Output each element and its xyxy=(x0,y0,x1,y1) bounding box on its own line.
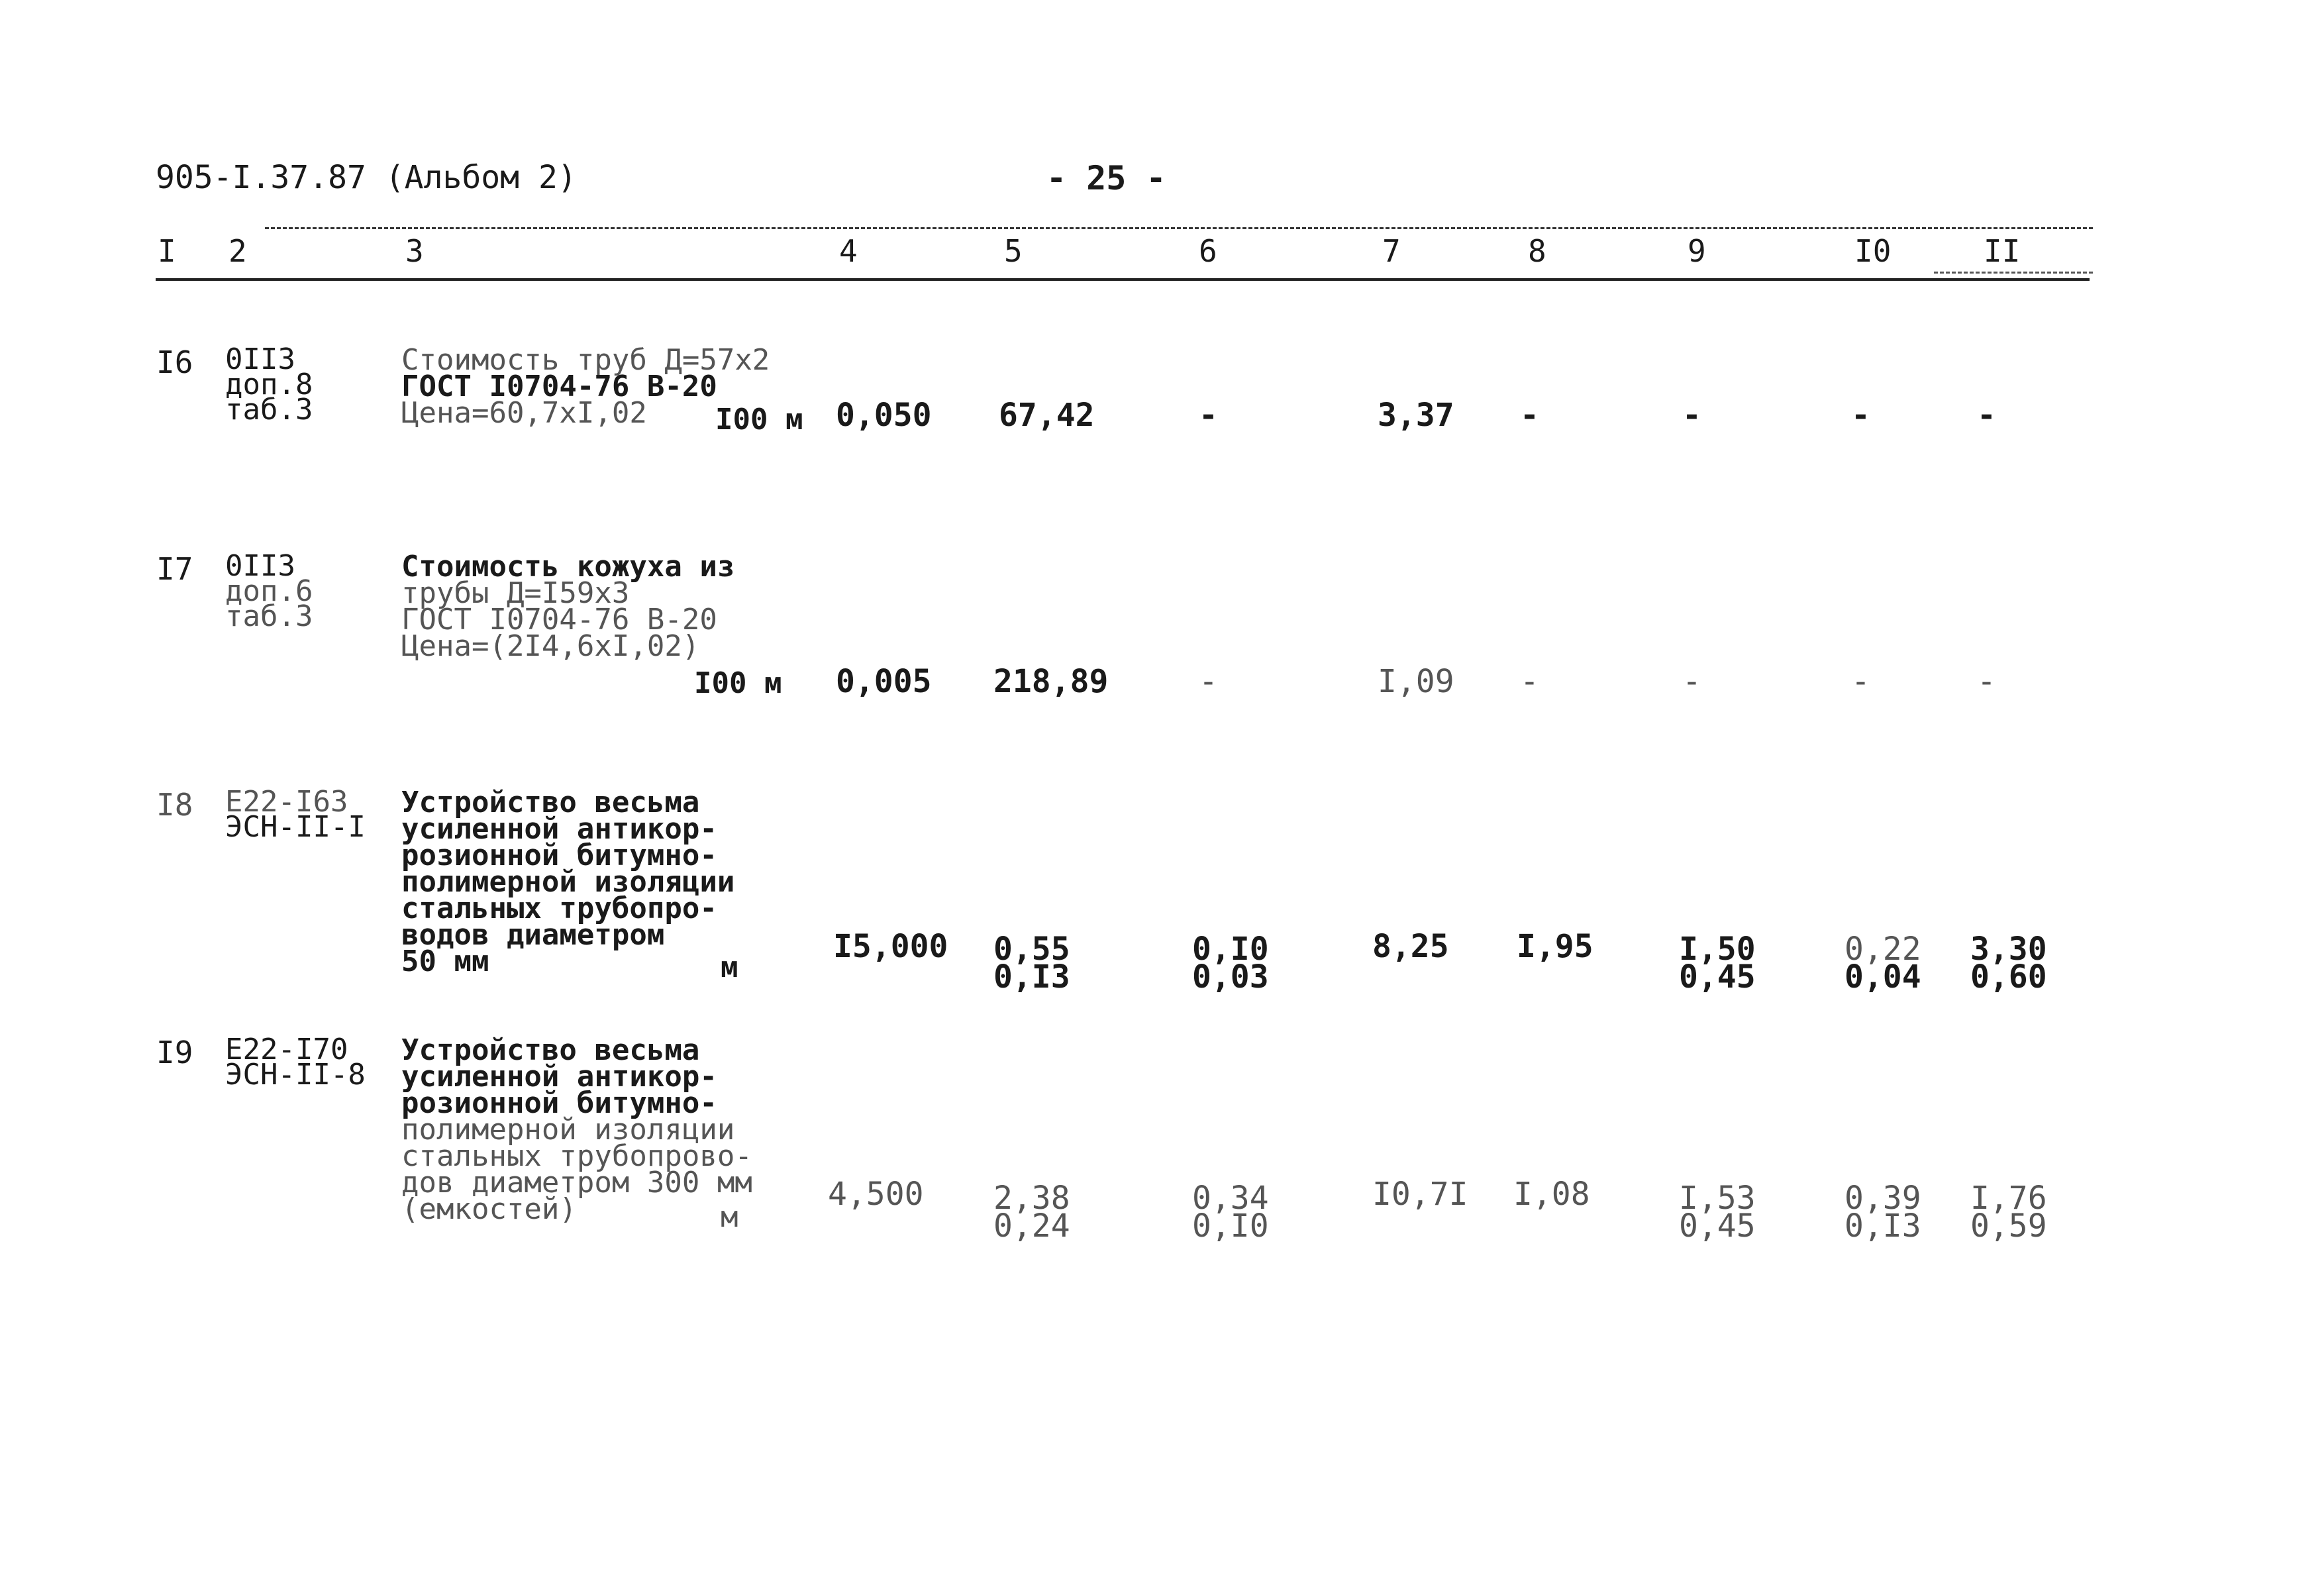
norm-code-line: таб.3 xyxy=(225,599,313,633)
description-line: Устройство весьма xyxy=(401,1033,700,1067)
unit-of-measure: I00 м xyxy=(715,403,803,436)
norm-code-line: Е22-I70 xyxy=(225,1033,348,1066)
description-line: стальных трубопро- xyxy=(401,892,717,925)
quantity: 4,500 xyxy=(828,1176,924,1213)
norm-code-line: ЭСН-II-8 xyxy=(225,1058,366,1092)
norm-code xyxy=(225,785,366,844)
value-line: 0,I0 xyxy=(1192,931,1269,968)
col-6-value xyxy=(1199,397,1218,434)
description-line: стальных трубопрово- xyxy=(401,1139,752,1173)
norm-code xyxy=(225,549,313,633)
value-line: 0,34 xyxy=(1192,1180,1269,1217)
value-line: 3,30 xyxy=(1970,931,2047,968)
row-number: I8 xyxy=(156,787,193,823)
value-line: 218,89 xyxy=(993,663,1109,700)
value-line: I,53 xyxy=(1679,1180,1756,1217)
col-11-value xyxy=(1970,931,2047,996)
value-line: - xyxy=(1682,397,1701,434)
value-line: 67,42 xyxy=(999,397,1095,434)
total-cost: I,09 xyxy=(1378,663,1454,700)
description-line: розионной битумно- xyxy=(401,1086,717,1120)
value-line: 0,39 xyxy=(1844,1180,1921,1217)
col-9-value xyxy=(1682,397,1701,434)
col-9-value xyxy=(1679,1180,1756,1245)
row-number: I7 xyxy=(156,551,193,587)
work-description xyxy=(401,786,799,978)
col-10-value xyxy=(1844,1180,1921,1245)
col-6-value xyxy=(1199,663,1218,700)
value-line: - xyxy=(1977,397,1996,434)
description-line: полимерной изоляции xyxy=(401,1113,735,1147)
total-cost: 3,37 xyxy=(1378,397,1454,434)
value-line: - xyxy=(1851,663,1870,700)
col-11-value xyxy=(1970,1180,2047,1245)
col-header-2: 2 xyxy=(228,233,247,269)
unit-cost xyxy=(993,663,1109,700)
value-line: 0,04 xyxy=(1844,958,1921,996)
value-line: 2,38 xyxy=(993,1180,1070,1217)
header-rule-bottom xyxy=(156,278,2090,281)
value-line: 0,59 xyxy=(1970,1207,2047,1245)
total-cost: I0,7I xyxy=(1372,1176,1468,1213)
value-line: - xyxy=(1851,397,1870,434)
value-line: 0,45 xyxy=(1679,958,1756,996)
description-line: Стоимость труб Д=57х2 xyxy=(401,343,770,377)
document-code: 905-I.37.87 (Альбом 2) xyxy=(156,159,577,196)
col-8-value: - xyxy=(1520,397,1539,434)
value-line: 0,60 xyxy=(1970,958,2047,996)
norm-code-line: ЭСН-II-I xyxy=(225,810,366,844)
unit-cost xyxy=(993,1180,1070,1245)
col-10-value xyxy=(1844,931,1921,996)
col-header-11: II xyxy=(1984,233,2021,269)
unit-of-measure: м xyxy=(721,1200,738,1234)
col-10-value xyxy=(1851,397,1870,434)
norm-code-line: Е22-I63 xyxy=(225,785,348,819)
work-description xyxy=(401,550,799,663)
description-line: дов диаметром 300 мм xyxy=(401,1166,752,1200)
total-cost: 8,25 xyxy=(1372,928,1449,965)
col-header-6: 6 xyxy=(1199,233,1217,269)
header-rule-top xyxy=(265,227,2093,229)
value-line: - xyxy=(1682,663,1701,700)
col-header-1: I xyxy=(158,233,176,269)
description-line: Стоимость кожуха из xyxy=(401,550,735,584)
quantity: I5,000 xyxy=(833,928,948,965)
col-8-value: I,08 xyxy=(1513,1176,1590,1213)
col-9-value xyxy=(1679,931,1756,996)
norm-code-line: 0II3 xyxy=(225,342,295,376)
col-6-value xyxy=(1192,1180,1269,1245)
col-header-5: 5 xyxy=(1004,233,1023,269)
value-line: 0,I0 xyxy=(1192,1207,1269,1245)
header-rule-tail xyxy=(1934,272,2093,274)
description-line: водов диаметром xyxy=(401,918,665,952)
value-line: 0,45 xyxy=(1679,1207,1756,1245)
col-8-value: I,95 xyxy=(1517,928,1593,965)
description-line: усиленной антикор- xyxy=(401,812,717,846)
work-description xyxy=(401,1033,799,1226)
col-11-value xyxy=(1977,663,1996,700)
value-line: I,76 xyxy=(1970,1180,2047,1217)
unit-of-measure: м xyxy=(721,950,738,984)
value-line: - xyxy=(1977,663,1996,700)
col-8-value: - xyxy=(1520,663,1539,700)
unit-cost xyxy=(993,931,1070,996)
description-line: Цена=(2I4,6хI,02) xyxy=(401,629,700,663)
norm-code-line: таб.3 xyxy=(225,393,313,427)
description-line: ГОСТ I0704-76 В-20 xyxy=(401,370,717,403)
description-line: розионной битумно- xyxy=(401,839,717,872)
norm-code-line: доп.8 xyxy=(225,368,313,401)
page-header xyxy=(0,159,2324,205)
norm-code-line: 0II3 xyxy=(225,549,295,583)
row-number: I6 xyxy=(156,344,193,380)
description-line: полимерной изоляции xyxy=(401,865,735,899)
unit-of-measure: I00 м xyxy=(694,666,782,700)
value-line: I,50 xyxy=(1679,931,1756,968)
value-line: 0,22 xyxy=(1844,931,1921,968)
col-header-7: 7 xyxy=(1382,233,1401,269)
col-header-9: 9 xyxy=(1688,233,1706,269)
col-11-value xyxy=(1977,397,1996,434)
value-line: - xyxy=(1199,663,1218,700)
norm-code xyxy=(225,1033,366,1092)
description-line: 50 мм xyxy=(401,945,489,978)
norm-code-line: доп.6 xyxy=(225,574,313,608)
row-number: I9 xyxy=(156,1035,193,1070)
col-header-4: 4 xyxy=(839,233,858,269)
norm-code xyxy=(225,342,313,427)
value-line: 0,I3 xyxy=(1844,1207,1921,1245)
value-line: 0,I3 xyxy=(993,958,1070,996)
description-line: усиленной антикор- xyxy=(401,1060,717,1094)
quantity: 0,005 xyxy=(836,663,932,700)
value-line: 0,55 xyxy=(993,931,1070,968)
col-6-value xyxy=(1192,931,1269,996)
description-line: ГОСТ I0704-76 В-20 xyxy=(401,603,717,637)
col-9-value xyxy=(1682,663,1701,700)
col-header-10: I0 xyxy=(1854,233,1892,269)
description-line: Цена=60,7хI,02 xyxy=(401,396,647,430)
page-number: - 25 - xyxy=(1046,159,1166,197)
description-line: трубы Д=I59х3 xyxy=(401,576,630,610)
col-10-value xyxy=(1851,663,1870,700)
value-line: - xyxy=(1199,397,1218,434)
description-line: Устройство весьма xyxy=(401,786,700,819)
value-line: 0,03 xyxy=(1192,958,1269,996)
col-header-8: 8 xyxy=(1528,233,1546,269)
value-line: 0,24 xyxy=(993,1207,1070,1245)
description-line: (емкостей) xyxy=(401,1192,577,1226)
unit-cost xyxy=(999,397,1095,434)
quantity: 0,050 xyxy=(836,397,932,434)
col-header-3: 3 xyxy=(405,233,424,269)
